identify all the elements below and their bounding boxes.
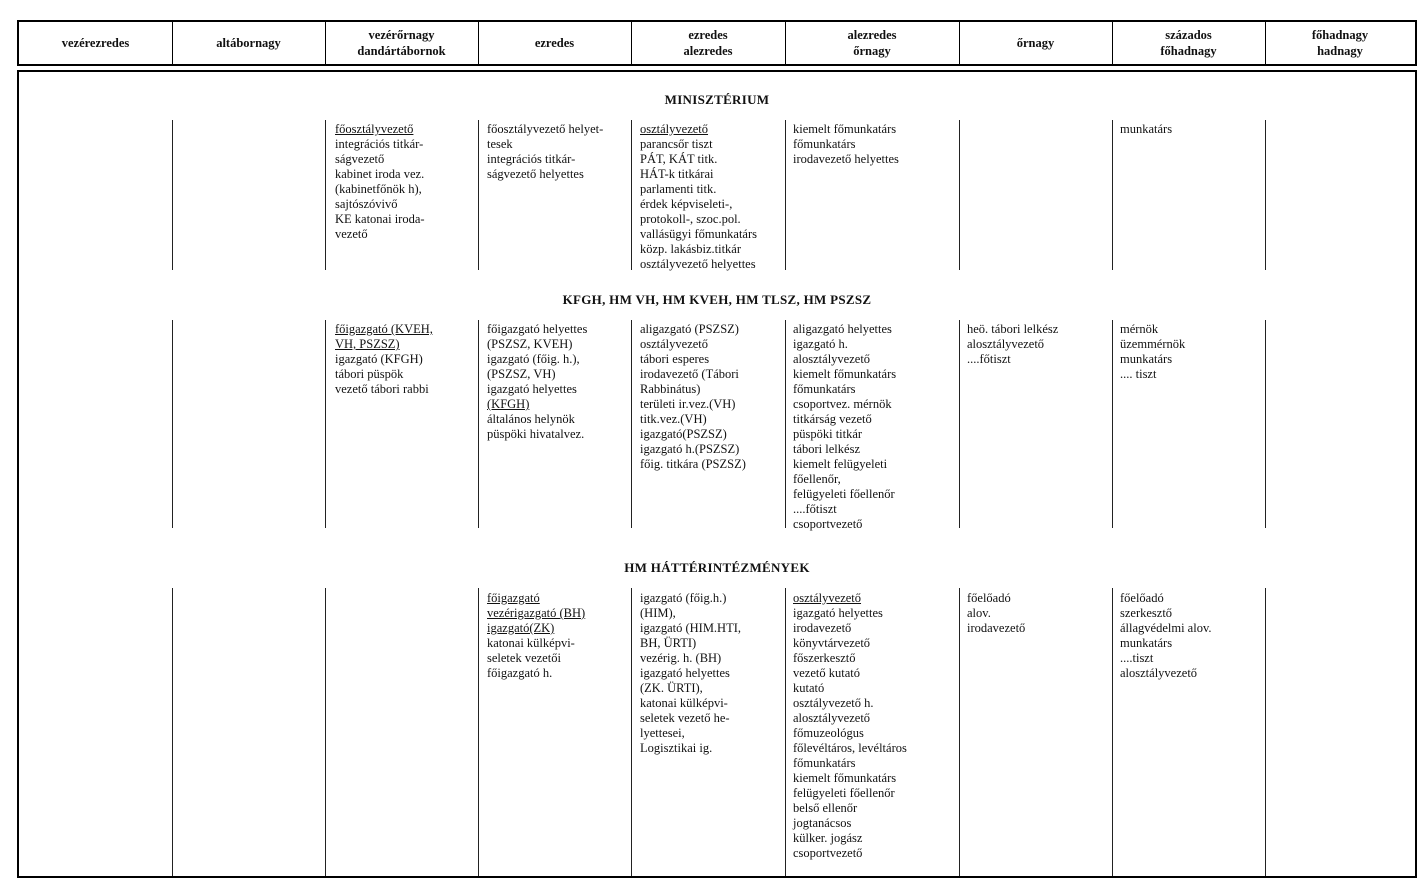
column-divider [785,320,786,528]
position-title: KE katonai iroda- [335,212,425,226]
position-title: tesek [487,137,513,151]
column-divider [172,588,173,876]
position-title: vezető [335,227,368,241]
position-title: munkatárs [1120,122,1173,136]
column-divider [1112,120,1113,270]
column-header: százados főhadnagy [1160,28,1217,58]
position-title: főosztályvezető [335,122,414,136]
position-title: vezérigazgató (BH) [487,606,586,620]
position-title: tábori lelkész [793,442,860,456]
position-list-c8 [1120,322,1185,382]
section-title: KFGH, HM VH, HM KVEH, HM TLSZ, HM PSZSZ [562,292,872,307]
position-list-c6 [793,322,896,532]
column-divider [1265,588,1266,876]
header-row [17,20,1417,66]
column-divider [325,120,326,270]
position-title: felügyeleti főellenőr [793,786,895,800]
position-title: katonai külképvi- [487,636,575,650]
column-divider [785,588,786,876]
position-title: szerkesztő [1120,606,1173,620]
position-title: heö. tábori lelkész [967,322,1059,336]
position-title: főmunkatárs [793,137,856,151]
position-title: VH, PSZSZ) [335,337,400,351]
position-title: csoportvez. mérnök [793,397,892,411]
position-title: igazgató(PSZSZ) [640,427,727,441]
position-title: igazgató h. [793,337,848,351]
position-title: főigazgató (KVEH, [335,322,433,336]
position-title: igazgató (főig. h.), [487,352,580,366]
column-divider [785,120,786,270]
position-title: parlamenti titk. [640,182,717,196]
position-title: általános helynök [487,412,575,426]
position-title: irodavezető [967,621,1026,635]
column-divider [631,320,632,528]
position-title: HÁT-k titkárai [640,167,714,181]
position-list-c8 [1120,591,1212,681]
position-title: osztályvezető helyettes [640,257,756,271]
position-title: parancsőr tiszt [640,137,713,151]
position-title: alosztályvezető [793,711,871,725]
section-title: MINISZTÉRIUM [664,92,770,107]
position-title: ságvezető [335,152,385,166]
position-title: főellenőr, [793,472,841,486]
position-title: vallásügyi főmunkatárs [640,227,757,241]
position-title: főigazgató h. [487,666,553,680]
table-body [17,70,1417,878]
position-title: állagvédelmi alov. [1120,621,1212,635]
position-title: igazgató (HIM.HTI, [640,621,742,635]
position-list-c6 [793,122,899,167]
position-title: igazgató helyettes [487,382,577,396]
column-divider [172,320,173,528]
position-list-c4 [487,122,603,182]
position-title: érdek képviseleti-, [640,197,733,211]
position-title: püspöki hivatalvez. [487,427,585,441]
position-title: főigazgató helyettes [487,322,588,336]
column-divider [1265,120,1266,270]
column-header: vezérőrnagy dandártábornok [357,28,446,58]
position-title: igazgató helyettes [793,606,883,620]
position-title: osztályvezető [793,591,862,605]
position-title: tábori esperes [640,352,710,366]
position-title: ....főtiszt [967,352,1011,366]
position-list-c5 [640,122,757,272]
position-title: (PSZSZ, KVEH) [487,337,573,351]
position-title: főosztályvezető helyet- [487,122,604,136]
position-title: főszerkesztő [793,651,856,665]
column-divider [1112,588,1113,876]
position-list-c8 [1120,122,1172,137]
position-title: irodavezető [793,621,852,635]
column-divider [172,22,173,64]
column-divider [325,22,326,64]
column-header: főhadnagy hadnagy [1311,28,1369,58]
position-list-c4 [487,591,585,681]
position-title: felügyeleti főellenőr [793,487,895,501]
column-divider [478,588,479,876]
position-title: kiemelt főmunkatárs [793,122,897,136]
position-title: jogtanácsos [793,816,852,830]
position-title: (ZK. ÜRTI), [640,681,703,695]
position-title: seletek vezető he- [640,711,730,725]
position-title: PÁT, KÁT titk. [640,152,718,166]
column-divider [1112,22,1113,64]
position-title: BH, ÜRTI) [640,636,697,650]
column-divider [959,120,960,270]
column-divider [785,22,786,64]
position-title: területi ir.vez.(VH) [640,397,736,411]
column-header: alezredes őrnagy [847,28,897,58]
position-title: igazgató h.(PSZSZ) [640,442,740,456]
position-title: irodavezető helyettes [793,152,899,166]
column-header: altábornagy [216,36,281,50]
column-divider [631,120,632,270]
position-title: üzemmérnök [1120,337,1186,351]
position-title: belső ellenőr [793,801,858,815]
position-title: kutató [793,681,825,695]
position-list-c5 [640,322,746,472]
column-divider [959,22,960,64]
position-title: osztályvezető [640,337,709,351]
position-list-c3 [335,122,425,242]
column-divider [959,320,960,528]
position-title: kiemelt felügyeleti [793,457,888,471]
position-title: protokoll-, szoc.pol. [640,212,741,226]
position-title: osztályvezető [640,122,709,136]
position-title: püspöki titkár [793,427,863,441]
column-header: ezredes alezredes [683,28,733,58]
position-title: integrációs titkár- [487,152,576,166]
column-divider [478,320,479,528]
position-title: könyvtárvezető [793,636,871,650]
position-title: alosztályvezető [1120,666,1198,680]
column-divider [325,588,326,876]
position-title: Rabbinátus) [640,382,701,396]
position-title: főelőadó [967,591,1011,605]
position-title: sajtószóvivő [335,197,398,211]
position-title: főmunkatárs [793,756,856,770]
column-divider [1265,320,1266,528]
column-divider [172,120,173,270]
position-title: munkatárs [1120,636,1173,650]
position-title: kabinet iroda vez. [335,167,425,181]
position-title: igazgató helyettes [640,666,730,680]
position-title: tábori püspök [335,367,404,381]
position-title: csoportvezető [793,517,863,531]
position-title: kiemelt főmunkatárs [793,771,897,785]
column-divider [959,588,960,876]
position-title: irodavezető (Tábori [640,367,739,381]
column-header: ezredes [534,36,575,50]
position-title: igazgató (főig.h.) [640,591,727,605]
position-list-c7 [967,591,1025,636]
position-list-c7 [967,322,1058,367]
position-title: ....tiszt [1120,651,1154,665]
section-title: HM HÁTTÉRINTÉZMÉNYEK [624,560,810,575]
position-title: katonai külképvi- [640,696,728,710]
position-title: vezérig. h. (BH) [640,651,722,665]
position-title: .... tiszt [1120,367,1157,381]
position-title: integrációs titkár- [335,137,424,151]
position-title: aligazgató helyettes [793,322,892,336]
position-title: titk.vez.(VH) [640,412,707,426]
position-title: csoportvezető [793,846,863,860]
column-divider [631,22,632,64]
position-title: főmunkatárs [793,382,856,396]
position-title: (KFGH) [487,397,530,411]
column-divider [325,320,326,528]
position-list-c5 [640,591,741,756]
position-title: külker. jogász [793,831,863,845]
column-divider [1265,22,1266,64]
position-list-c3 [335,322,433,397]
position-title: igazgató (KFGH) [335,352,423,366]
position-title: igazgató(ZK) [487,621,555,635]
position-title: főlevéltáros, levéltáros [793,741,907,755]
position-title: vezető tábori rabbi [335,382,429,396]
position-title: alov. [967,606,991,620]
position-title: alosztályvezető [967,337,1045,351]
position-title: főelőadó [1120,591,1164,605]
position-list-c4 [487,322,587,442]
position-list-c6 [793,591,907,861]
position-title: Logisztikai ig. [640,741,713,755]
position-title: (HIM), [640,606,676,620]
position-title: főig. titkára (PSZSZ) [640,457,746,471]
position-title: titkárság vezető [793,412,872,426]
position-title: vezető kutató [793,666,860,680]
position-title: aligazgató (PSZSZ) [640,322,739,336]
position-title: seletek vezetői [487,651,561,665]
position-title: munkatárs [1120,352,1173,366]
position-title: mérnök [1120,322,1159,336]
position-title: ....főtiszt [793,502,837,516]
column-divider [478,120,479,270]
position-title: főigazgató [487,591,540,605]
column-divider [478,22,479,64]
position-title: osztályvezető h. [793,696,874,710]
position-title: (PSZSZ, VH) [487,367,556,381]
column-divider [1112,320,1113,528]
column-header: vezérezredes [61,36,130,50]
position-title: (kabinetfőnök h), [335,182,422,196]
position-title: főmuzeológus [793,726,864,740]
position-title: ságvezető helyettes [487,167,584,181]
column-header: őrnagy [1016,36,1055,50]
position-title: kiemelt főmunkatárs [793,367,897,381]
position-title: alosztályvezető [793,352,871,366]
position-title: lyettesei, [640,726,685,740]
position-title: közp. lakásbiz.titkár [640,242,742,256]
column-divider [631,588,632,876]
